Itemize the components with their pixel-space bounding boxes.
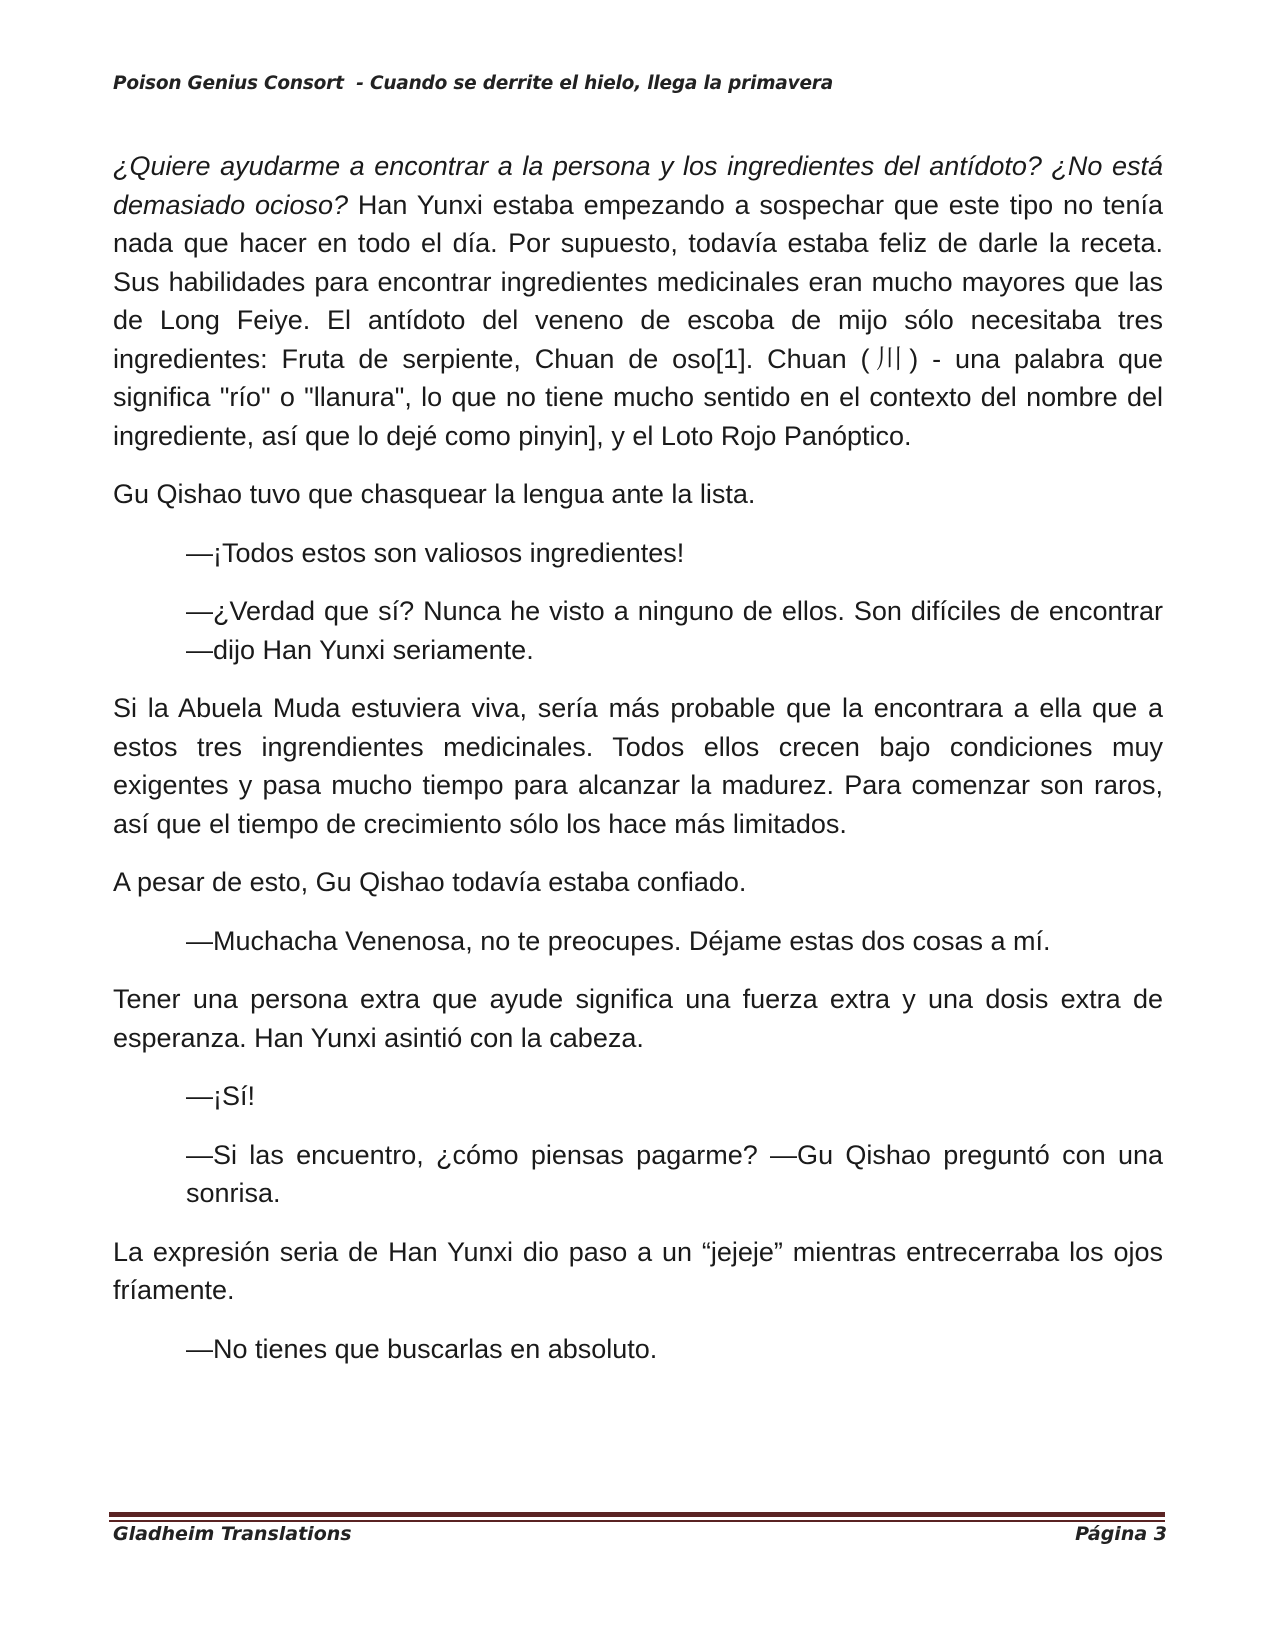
dialogue-paragraph: [113, 592, 1163, 669]
document-body: [113, 147, 1163, 1388]
text-run: —¿Verdad que sí? Nunca he visto a ninguno de ellos. Son difíciles de encontrar —dijo Han Yunxi seriamente.: [186, 596, 1163, 665]
narrative-paragraph: [113, 689, 1163, 843]
text-run: A pesar de esto, Gu Qishao todavía estaba confiado.: [113, 867, 747, 897]
narrative-paragraph: [113, 1233, 1163, 1310]
dialogue-paragraph: [113, 922, 1163, 961]
dialogue-paragraph: [113, 1136, 1163, 1213]
footer-divider-thick: [109, 1512, 1165, 1517]
dialogue-paragraph: [113, 534, 1163, 573]
narrative-paragraph: [113, 863, 1163, 902]
text-run: —Si las encuentro, ¿cómo piensas pagarme? —Gu Qishao preguntó con una sonrisa.: [186, 1139, 1163, 1208]
narrative-paragraph: [113, 475, 1163, 514]
text-run: Tener una persona extra que ayude significa una fuerza extra y una dosis extra de esperanza. Han Yunxi asintió con la cabeza.: [113, 984, 1163, 1053]
footer-divider-thin: [109, 1520, 1165, 1522]
text-run: —No tienes que buscarlas en absoluto.: [186, 1333, 658, 1364]
text-run: —¡Todos estos son valiosos ingredientes!: [186, 537, 685, 568]
dialogue-paragraph: [113, 1077, 1163, 1116]
narrative-paragraph: [113, 147, 1163, 455]
text-run: La expresión seria de Han Yunxi dio paso a un “jejeje” mientras entrecerraba los ojos fríamente.: [113, 1236, 1163, 1305]
italic-text-run: ¿Quiere ayudarme a encontrar a la persona y los ingredientes del antídoto? ¿No está demasiado ocioso?: [113, 151, 1163, 220]
text-run: —Muchacha Venenosa, no te preocupes. Déjame estas dos cosas a mí.: [186, 925, 1051, 956]
text-run: Si la Abuela Muda estuviera viva, sería más probable que la encontrara a ella que a estos tres ingrendientes medicinales. Todos ellos crecen bajo condiciones muy exigentes y pasa mucho tiempo para alcanzar la madurez. Para comenzar son raros, así que el tiempo de crecimiento sólo los hace más limitados.: [113, 693, 1163, 839]
narrative-paragraph: [113, 980, 1163, 1057]
text-run: —¡Sí!: [186, 1081, 256, 1111]
footer-page-number: Página 3: [1075, 1523, 1167, 1545]
page-header-title: Poison Genius Consort - Cuando se derrite el hielo, llega la primavera: [113, 73, 834, 94]
text-run: Han Yunxi estaba empezando a sospechar que este tipo no tenía nada que hacer en todo el día. Por supuesto, todavía estaba feliz de darle la receta. Sus habilidades para encontrar ingredientes medicinales eran mucho mayores que las de Long Feiye. El antídoto del veneno de escoba de mijo sólo necesitaba tres ingredientes: Fruta de serpiente, Chuan de oso[1]. Chuan (川) - una palabra que significa "río" o "llanura", lo que no tiene mucho sentido en el contexto del nombre del ingrediente, así que lo dejé como pinyin], y el Loto Rojo Panóptico.: [113, 189, 1163, 451]
text-run: Gu Qishao tuvo que chasquear la lengua ante la lista.: [113, 479, 756, 509]
footer-publisher: Gladheim Translations: [113, 1523, 352, 1545]
dialogue-paragraph: [113, 1330, 1163, 1369]
